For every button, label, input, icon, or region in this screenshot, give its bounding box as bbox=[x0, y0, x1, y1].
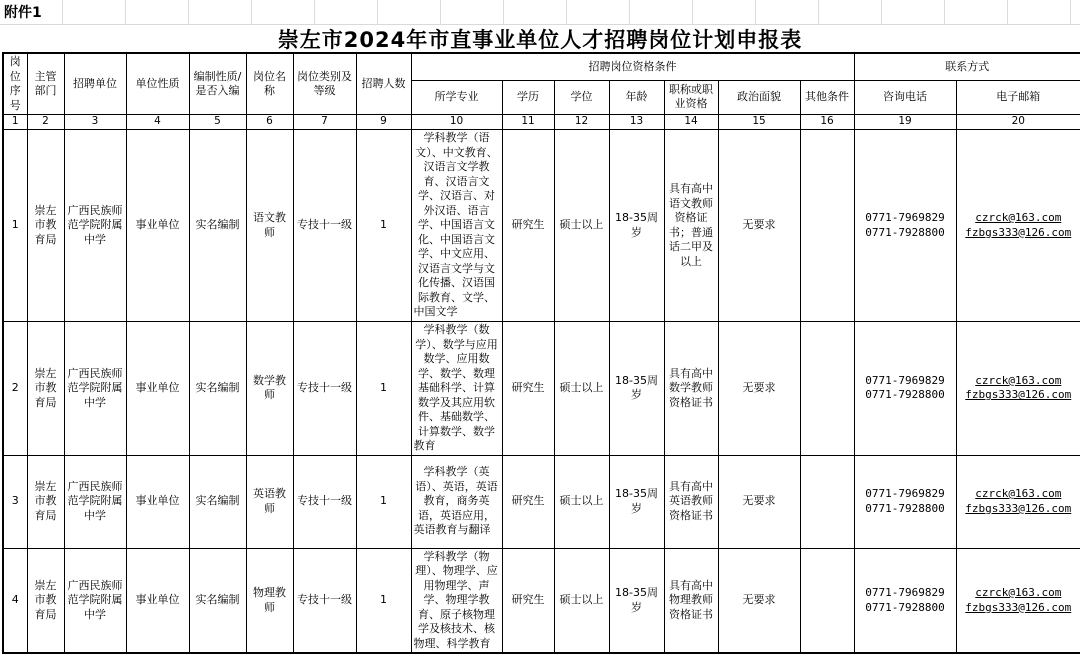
cell-email bbox=[956, 548, 1080, 653]
col-number: 12 bbox=[554, 115, 609, 130]
col-header-establishment: 编制性质/是否入编 bbox=[189, 53, 246, 115]
cell-education: 研究生 bbox=[502, 455, 554, 548]
cell-dept: 崇左市教育局 bbox=[27, 322, 64, 456]
email-link[interactable]: fzbgs333@126.com bbox=[965, 501, 1072, 515]
col-number: 11 bbox=[502, 115, 554, 130]
cell-title-cert: 具有高中数学教师资格证书 bbox=[664, 322, 718, 456]
cell-seq: 3 bbox=[3, 455, 27, 548]
cell-unit: 广西民族师范学院附属中学 bbox=[64, 130, 126, 322]
col-header-major: 所学专业 bbox=[411, 80, 502, 114]
cell-establishment: 实名编制 bbox=[189, 130, 246, 322]
col-number: 19 bbox=[854, 115, 956, 130]
cell-phone bbox=[854, 322, 956, 456]
cell-degree: 硕士以上 bbox=[554, 130, 609, 322]
col-number: 15 bbox=[718, 115, 800, 130]
col-number: 1 bbox=[3, 115, 27, 130]
cell-age: 18-35周岁 bbox=[609, 130, 664, 322]
cell-education: 研究生 bbox=[502, 322, 554, 456]
cell-post-category: 专技十一级 bbox=[293, 130, 356, 322]
phone-number: 0771-7969829 bbox=[865, 373, 945, 387]
col-header-recruit-count: 招聘人数 bbox=[356, 53, 411, 115]
cell-major: 学科教学（数学）、数学与应用数学、应用数学、数学、数理基础科学、计算数学及其应用软件、基础数学、计算数学、数学教育 bbox=[411, 322, 502, 456]
cell-post-category: 专技十一级 bbox=[293, 322, 356, 456]
cell-recruit-count: 1 bbox=[356, 322, 411, 456]
cell-age: 18-35周岁 bbox=[609, 455, 664, 548]
cell-recruit-count: 1 bbox=[356, 548, 411, 653]
col-number: 6 bbox=[246, 115, 293, 130]
cell-establishment: 实名编制 bbox=[189, 548, 246, 653]
attachment-label: 附件1 bbox=[0, 0, 50, 24]
email-link[interactable]: czrck@163.com bbox=[975, 211, 1062, 225]
cell-dept: 崇左市教育局 bbox=[27, 130, 64, 322]
col-header-age: 年龄 bbox=[609, 80, 664, 114]
cell-establishment: 实名编制 bbox=[189, 322, 246, 456]
phone-number: 0771-7928800 bbox=[865, 600, 945, 614]
col-header-email: 电子邮箱 bbox=[956, 80, 1080, 114]
cell-seq: 1 bbox=[3, 130, 27, 322]
cell-other bbox=[800, 322, 854, 456]
cell-political: 无要求 bbox=[718, 322, 800, 456]
cell-phone bbox=[854, 130, 956, 322]
phone-number: 0771-7928800 bbox=[865, 501, 945, 515]
col-number: 7 bbox=[293, 115, 356, 130]
col-header-dept: 主管部门 bbox=[27, 53, 64, 115]
cell-dept: 崇左市教育局 bbox=[27, 455, 64, 548]
cell-email bbox=[956, 322, 1080, 456]
email-link[interactable]: fzbgs333@126.com bbox=[965, 600, 1072, 614]
cell-email bbox=[956, 130, 1080, 322]
col-number: 4 bbox=[126, 115, 189, 130]
cell-unit-type: 事业单位 bbox=[126, 455, 189, 548]
cell-political: 无要求 bbox=[718, 455, 800, 548]
cell-post-name: 物理教师 bbox=[246, 548, 293, 653]
cell-major: 学科教学（物理）、物理学、应用物理学、声学、物理学教育、原子核物理学及核技术、核物理、科学教育 bbox=[411, 548, 502, 653]
col-number: 3 bbox=[64, 115, 126, 130]
page-title: 崇左市2024年市直事业单位人才招聘岗位计划申报表 bbox=[277, 27, 803, 52]
cell-age: 18-35周岁 bbox=[609, 322, 664, 456]
cell-seq: 4 bbox=[3, 548, 27, 653]
col-number: 10 bbox=[411, 115, 502, 130]
title-bar bbox=[0, 25, 1080, 52]
col-number: 14 bbox=[664, 115, 718, 130]
phone-number: 0771-7969829 bbox=[865, 211, 945, 225]
cell-education: 研究生 bbox=[502, 130, 554, 322]
cell-dept: 崇左市教育局 bbox=[27, 548, 64, 653]
cell-email bbox=[956, 455, 1080, 548]
table-row bbox=[3, 322, 1080, 456]
cell-degree: 硕士以上 bbox=[554, 455, 609, 548]
phone-number: 0771-7969829 bbox=[865, 585, 945, 599]
col-number: 13 bbox=[609, 115, 664, 130]
cell-title-cert: 具有高中物理教师资格证书 bbox=[664, 548, 718, 653]
cell-political: 无要求 bbox=[718, 548, 800, 653]
phone-number: 0771-7928800 bbox=[865, 388, 945, 402]
cell-major: 学科教学（英语）、英语，英语教育，商务英语，英语应用，英语教育与翻译 bbox=[411, 455, 502, 548]
cell-recruit-count: 1 bbox=[356, 455, 411, 548]
cell-post-category: 专技十一级 bbox=[293, 548, 356, 653]
col-number: 5 bbox=[189, 115, 246, 130]
cell-recruit-count: 1 bbox=[356, 130, 411, 322]
cell-other bbox=[800, 548, 854, 653]
cell-unit-type: 事业单位 bbox=[126, 130, 189, 322]
col-header-phone: 咨询电话 bbox=[854, 80, 956, 114]
col-group-contact: 联系方式 bbox=[854, 53, 1080, 80]
col-number: 9 bbox=[356, 115, 411, 130]
col-header-seq: 岗位序号 bbox=[3, 53, 27, 115]
cell-unit: 广西民族师范学院附属中学 bbox=[64, 548, 126, 653]
cell-post-name: 数学教师 bbox=[246, 322, 293, 456]
cell-phone bbox=[854, 455, 956, 548]
col-group-qualifications: 招聘岗位资格条件 bbox=[411, 53, 854, 80]
cell-title-cert: 具有高中语文教师资格证书；普通话二甲及以上 bbox=[664, 130, 718, 322]
phone-number: 0771-7928800 bbox=[865, 225, 945, 239]
col-header-title-cert: 职称或职业资格 bbox=[664, 80, 718, 114]
email-link[interactable]: czrck@163.com bbox=[975, 585, 1062, 599]
cell-seq: 2 bbox=[3, 322, 27, 456]
col-number: 16 bbox=[800, 115, 854, 130]
cell-age: 18-35周岁 bbox=[609, 548, 664, 653]
cell-unit: 广西民族师范学院附属中学 bbox=[64, 455, 126, 548]
col-header-degree: 学位 bbox=[554, 80, 609, 114]
cell-unit-type: 事业单位 bbox=[126, 548, 189, 653]
cell-other bbox=[800, 130, 854, 322]
col-header-education: 学历 bbox=[502, 80, 554, 114]
cell-phone bbox=[854, 548, 956, 653]
cell-degree: 硕士以上 bbox=[554, 548, 609, 653]
cell-unit: 广西民族师范学院附属中学 bbox=[64, 322, 126, 456]
cell-degree: 硕士以上 bbox=[554, 322, 609, 456]
table-row bbox=[3, 548, 1080, 653]
cell-establishment: 实名编制 bbox=[189, 455, 246, 548]
col-header-post-name: 岗位名称 bbox=[246, 53, 293, 115]
cell-post-name: 语文教师 bbox=[246, 130, 293, 322]
col-header-other: 其他条件 bbox=[800, 80, 854, 114]
col-header-post-category: 岗位类别及等级 bbox=[293, 53, 356, 115]
cell-education: 研究生 bbox=[502, 548, 554, 653]
email-link[interactable]: fzbgs333@126.com bbox=[965, 225, 1072, 239]
cell-post-name: 英语教师 bbox=[246, 455, 293, 548]
col-number: 2 bbox=[27, 115, 64, 130]
recruitment-table bbox=[2, 52, 1080, 654]
email-link[interactable]: czrck@163.com bbox=[975, 373, 1062, 387]
col-header-unit-type: 单位性质 bbox=[126, 53, 189, 115]
cell-other bbox=[800, 455, 854, 548]
cell-post-category: 专技十一级 bbox=[293, 455, 356, 548]
col-header-unit: 招聘单位 bbox=[64, 53, 126, 115]
cell-title-cert: 具有高中英语教师资格证书 bbox=[664, 455, 718, 548]
cell-political: 无要求 bbox=[718, 130, 800, 322]
email-link[interactable]: fzbgs333@126.com bbox=[965, 388, 1072, 402]
phone-number: 0771-7969829 bbox=[865, 487, 945, 501]
cell-major: 学科教学（语文）、中文教育、汉语言文学教育、汉语言文学、汉语言、对外汉语、语言学、中国语言文化、中国语言文学、中文应用、汉语言文学与文化传播、汉语国际教育、文学、中国文学 bbox=[411, 130, 502, 322]
email-link[interactable]: czrck@163.com bbox=[975, 487, 1062, 501]
col-number: 20 bbox=[956, 115, 1080, 130]
cell-unit-type: 事业单位 bbox=[126, 322, 189, 456]
table-row bbox=[3, 130, 1080, 322]
attachment-strip bbox=[0, 0, 1080, 25]
col-header-political: 政治面貌 bbox=[718, 80, 800, 114]
table-row bbox=[3, 455, 1080, 548]
